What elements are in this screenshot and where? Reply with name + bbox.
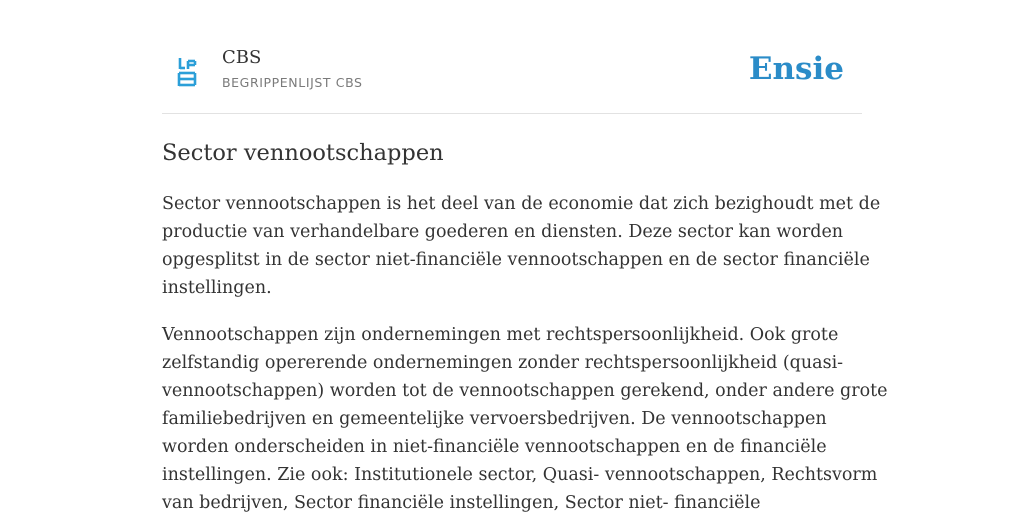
text-line: instellingen.	[162, 278, 272, 298]
ensie-brand-link[interactable]: Ensie	[748, 51, 844, 87]
content-container	[162, 0, 888, 512]
page-title: Sector vennootschappen	[162, 140, 444, 166]
text-line: instellingen. Zie ook: Institutionele sector, Quasi- vennootschappen, Rechtsvorm	[162, 465, 878, 485]
definition-paragraph-1	[162, 190, 881, 302]
org-name[interactable]: CBS	[222, 47, 262, 68]
definition-paragraph-2	[162, 321, 888, 512]
text-line: Vennootschappen zijn ondernemingen met rechtspersoonlijkheid. Ook grote	[162, 325, 839, 345]
text-line: familiebedrijven en gemeentelijke vervoersbedrijven. De vennootschappen	[162, 409, 827, 429]
text-line: vennootschappen) worden tot de vennootschappen gerekend, onder andere grote	[162, 381, 888, 401]
cbs-logo-icon[interactable]	[176, 56, 198, 88]
text-line: Sector vennootschappen is het deel van de economie dat zich bezighoudt met de	[162, 194, 881, 214]
glossary-name[interactable]: BEGRIPPENLIJST CBS	[222, 75, 363, 90]
text-line: productie van verhandelbare goederen en diensten. Deze sector kan worden	[162, 222, 844, 242]
site-header	[162, 0, 862, 114]
text-line: worden onderscheiden in niet-financiële vennootschappen en de financiële	[162, 437, 827, 457]
text-line: zelfstandig opererende ondernemingen zonder rechtspersoonlijkheid (quasi-	[162, 353, 844, 373]
text-line: van bedrijven, Sector financiële instellingen, Sector niet- financiële	[162, 493, 761, 512]
text-line: opgesplitst in de sector niet-financiële vennootschappen en de sector financiële	[162, 250, 870, 270]
